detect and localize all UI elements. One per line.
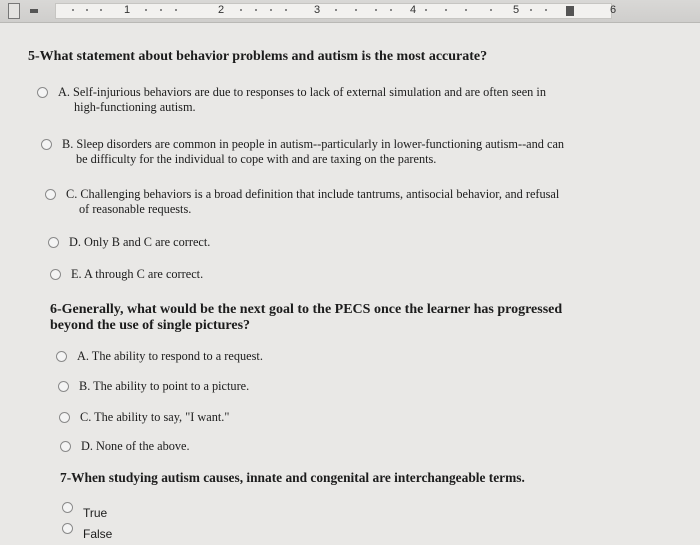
ruler-number: 5 xyxy=(513,4,520,16)
ruler-number: 6 xyxy=(610,4,617,16)
question-7-option-true[interactable] xyxy=(62,500,107,521)
question-6-option-a[interactable] xyxy=(56,349,263,364)
ruler-number: 1 xyxy=(124,4,131,16)
question-title-line: beyond the use of single pictures? xyxy=(50,318,251,333)
option-text: D. None of the above. xyxy=(81,439,190,453)
right-indent-marker-icon[interactable] xyxy=(566,6,574,16)
indent-marker-icon[interactable] xyxy=(30,9,38,13)
option-text: be difficulty for the individual to cope with and are taxing on the parents. xyxy=(76,152,437,166)
option-text: C. The ability to say, "I want." xyxy=(80,410,230,424)
radio-button[interactable] xyxy=(62,523,73,534)
question-7-title: 7-When studying autism causes, innate and congenital are interchangeable terms. xyxy=(60,470,525,485)
question-5-option-d[interactable] xyxy=(48,235,210,250)
ruler-number: 3 xyxy=(314,4,321,16)
question-5-option-e[interactable] xyxy=(50,267,203,282)
option-text: False xyxy=(83,527,113,541)
option-text: A. Self-injurious behaviors are due to responses to lack of external simulation and are often seen in xyxy=(58,85,546,99)
option-text: high-functioning autism. xyxy=(74,100,196,114)
question-6-option-b[interactable] xyxy=(58,379,249,394)
ruler-number: 4 xyxy=(410,4,417,16)
question-6-option-c[interactable] xyxy=(59,410,229,425)
question-5-option-a[interactable] xyxy=(37,85,546,115)
radio-button[interactable] xyxy=(50,269,61,280)
radio-button[interactable] xyxy=(60,441,71,452)
radio-button[interactable] xyxy=(45,189,56,200)
document-page xyxy=(0,23,700,545)
radio-button[interactable] xyxy=(62,502,73,513)
radio-button[interactable] xyxy=(58,381,69,392)
radio-button[interactable] xyxy=(41,139,52,150)
radio-button[interactable] xyxy=(59,412,70,423)
option-text: of reasonable requests. xyxy=(79,202,192,216)
ruler-track xyxy=(55,3,612,19)
option-text: E. A through C are correct. xyxy=(71,267,204,281)
ruler-bar xyxy=(0,0,700,23)
option-text: B. Sleep disorders are common in people in autism--particularly in lower-functioning autism--and can xyxy=(62,137,565,151)
tab-stop-icon[interactable] xyxy=(8,3,20,19)
radio-button[interactable] xyxy=(56,351,67,362)
option-text: True xyxy=(83,506,108,520)
radio-button[interactable] xyxy=(37,87,48,98)
question-6-title xyxy=(50,302,562,334)
option-text: B. The ability to point to a picture. xyxy=(79,379,250,393)
question-title-line: 6-Generally, what would be the next goal to the PECS once the learner has progressed xyxy=(50,302,563,317)
question-7-option-false[interactable] xyxy=(62,521,112,542)
option-text: C. Challenging behaviors is a broad definition that include tantrums, antisocial behavior, and refusal xyxy=(66,187,560,201)
question-5-title: 5-What statement about behavior problems and autism is the most accurate? xyxy=(28,49,488,64)
question-5-option-b[interactable] xyxy=(41,137,564,167)
question-6-option-d[interactable] xyxy=(60,439,190,454)
question-5-option-c[interactable] xyxy=(45,187,559,217)
option-text: A. The ability to respond to a request. xyxy=(77,349,263,363)
option-text: D. Only B and C are correct. xyxy=(69,235,211,249)
radio-button[interactable] xyxy=(48,237,59,248)
ruler-number: 2 xyxy=(218,4,225,16)
